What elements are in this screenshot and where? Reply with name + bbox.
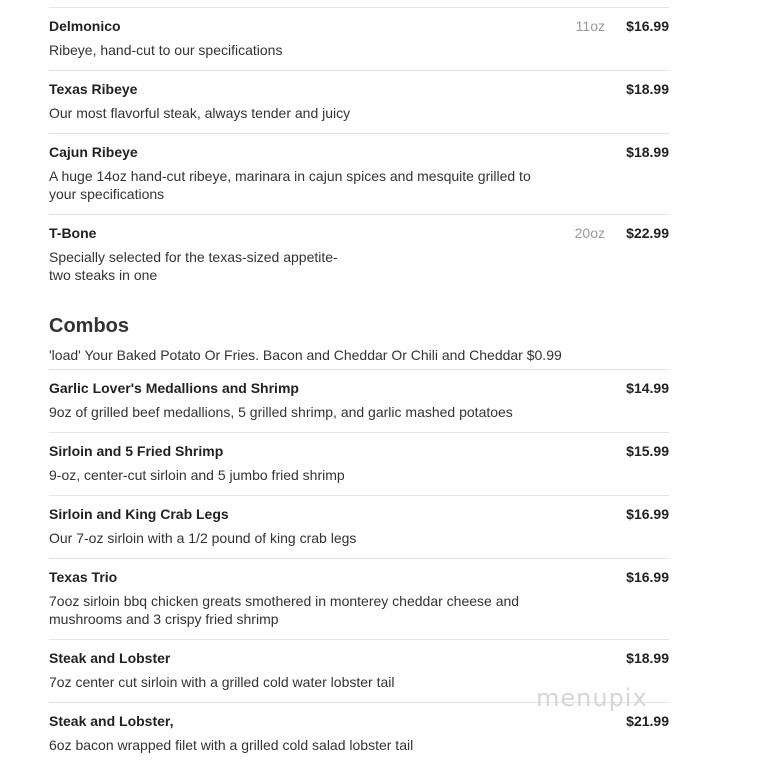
item-name: T-Bone [49, 225, 97, 241]
item-price: $14.99 [626, 380, 669, 396]
item-name: Texas Trio [49, 569, 118, 585]
item-size: 11oz [575, 18, 605, 34]
item-price: $21.99 [626, 713, 669, 729]
menu-item [49, 369, 669, 421]
item-description: Specially selected for the texas-sized appetite-two steaks in one [49, 249, 338, 283]
item-description: Ribeye, hand-cut to our specifications [49, 42, 283, 58]
watermark-logo: menupix [536, 684, 648, 712]
item-name: Steak and Lobster [49, 650, 171, 666]
item-name: Sirloin and King Crab Legs [49, 506, 229, 522]
item-price: $18.99 [626, 144, 669, 160]
menu-item [49, 495, 669, 547]
item-description: 9-oz, center-cut sirloin and 5 jumbo fried shrimp [49, 467, 345, 483]
menu-item [49, 214, 669, 284]
item-description: 6oz bacon wrapped filet with a grilled cold salad lobster tail [49, 737, 414, 753]
menu-item [49, 70, 669, 122]
section-title: Combos [49, 315, 129, 337]
item-description: Our most flavorful steak, always tender and juicy [49, 105, 351, 121]
menu-item [49, 133, 669, 203]
menu-item [49, 432, 669, 484]
item-price: $18.99 [626, 81, 669, 97]
item-name: Texas Ribeye [49, 81, 138, 97]
item-description: A huge 14oz hand-cut ribeye, marinara in cajun spices and mesquite grilled to your specifications [49, 168, 531, 202]
item-description: Our 7-oz sirloin with a 1/2 pound of king crab legs [49, 530, 357, 546]
item-description: 7oz center cut sirloin with a grilled cold water lobster tail [49, 674, 395, 690]
item-name: Delmonico [49, 18, 121, 34]
item-price: $15.99 [626, 443, 669, 459]
menu [49, 7, 669, 754]
item-size: 20oz [574, 225, 605, 241]
item-price: $18.99 [626, 650, 669, 666]
menu-item [49, 558, 669, 628]
item-name: Sirloin and 5 Fried Shrimp [49, 443, 224, 459]
item-price: $16.99 [626, 569, 669, 585]
item-name: Cajun Ribeye [49, 144, 138, 160]
item-description: 9oz of grilled beef medallions, 5 grilled shrimp, and garlic mashed potatoes [49, 404, 513, 420]
item-name: Steak and Lobster, [49, 713, 174, 729]
item-price: $16.99 [626, 506, 669, 522]
item-description: 7ooz sirloin bbq chicken greats smothered in monterey cheddar cheese and mushrooms and 3 crispy fried shrimp [49, 593, 520, 627]
section-note: 'load' Your Baked Potato Or Fries. Bacon and Cheddar Or Chili and Cheddar $0.99 [49, 347, 562, 363]
item-price: $22.99 [626, 225, 669, 241]
item-price: $16.99 [626, 18, 669, 34]
item-name: Garlic Lover's Medallions and Shrimp [49, 380, 299, 396]
menu-item [49, 7, 669, 59]
